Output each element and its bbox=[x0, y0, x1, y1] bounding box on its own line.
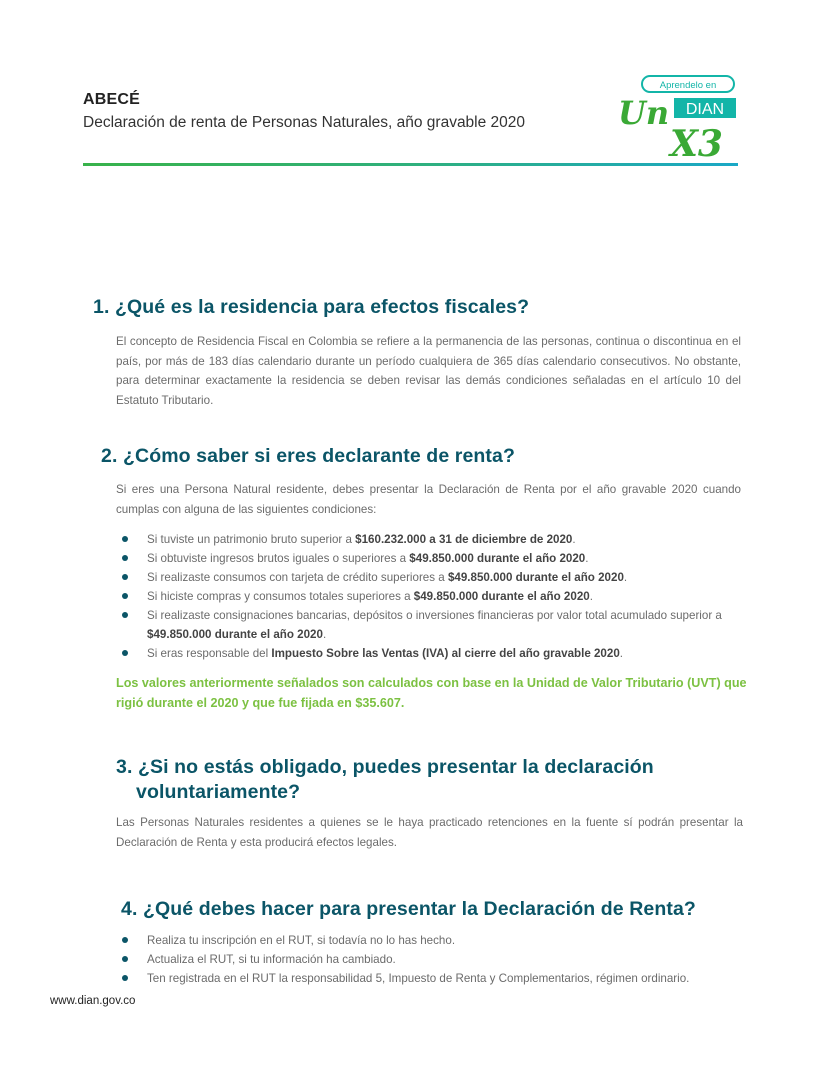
document-title: ABECÉ bbox=[83, 91, 141, 108]
list-item bbox=[122, 587, 742, 606]
bullet-icon bbox=[122, 536, 128, 542]
bullet-icon bbox=[122, 574, 128, 580]
list-item-end: . bbox=[623, 571, 628, 584]
list-item-end: . bbox=[572, 533, 576, 546]
bullet-icon bbox=[122, 555, 128, 561]
bullet-icon bbox=[122, 956, 128, 962]
section-3-title-line1: ¿Si no estás obligado, puedes presentar la declaración bbox=[138, 756, 654, 778]
section-1-number: 1. bbox=[93, 296, 110, 318]
list-item-text: Si hiciste compras y consumos totales superiores a bbox=[147, 590, 414, 603]
section-2-number: 2. bbox=[101, 445, 118, 467]
list-item bbox=[122, 568, 742, 587]
section-3-number: 3. bbox=[116, 756, 133, 778]
logo-brand-text: DIAN bbox=[685, 101, 725, 118]
list-item bbox=[122, 969, 752, 988]
list-item-text: Ten registrada en el RUT la responsabilidad 5, Impuesto de Renta y Complementarios, régimen ordinario. bbox=[147, 972, 690, 985]
list-item-end: . bbox=[585, 552, 589, 565]
section-3-heading bbox=[116, 755, 654, 805]
section-3-body: Las Personas Naturales residentes a quienes se le haya practicado retenciones en la fuente sí podrán presentar la Declaración de Renta y esta producirá efectos legales. bbox=[116, 816, 743, 849]
footer-url[interactable]: www.dian.gov.co bbox=[50, 995, 136, 1007]
logo-multiplier-text: X3 bbox=[670, 123, 723, 162]
list-item-amount: $160.232.000 a 31 de diciembre de 2020 bbox=[355, 533, 573, 546]
list-item bbox=[122, 931, 752, 950]
section-2-title: ¿Cómo saber si eres declarante de renta? bbox=[123, 445, 515, 467]
section-4-title: ¿Qué debes hacer para presentar la Declaración de Renta? bbox=[143, 898, 696, 920]
bullet-icon bbox=[122, 593, 128, 599]
list-item-text: Si obtuviste ingresos brutos iguales o superiores a bbox=[147, 552, 410, 565]
list-item bbox=[122, 644, 742, 663]
list-item-amount: $49.850.000 durante el año 2020 bbox=[147, 628, 323, 641]
document-subtitle: Declaración de renta de Personas Naturales, año gravable 2020 bbox=[83, 114, 526, 131]
logo-un-text: Un bbox=[618, 94, 670, 132]
section-1-heading bbox=[93, 296, 529, 319]
uvt-note: Los valores anteriormente señalados son calculados con base en la Unidad de Valor Tributario (UVT) que rigió durante el 2020 y que fue fijada en $35.607. bbox=[116, 676, 747, 710]
bullet-icon bbox=[122, 937, 128, 943]
section-2-body: Si eres una Persona Natural residente, debes presentar la Declaración de Renta por el año gravable 2020 cuando cumplas con alguna de las siguientes condiciones: bbox=[116, 483, 741, 516]
list-item-text: Si realizaste consumos con tarjeta de crédito superiores a bbox=[147, 571, 448, 584]
bullet-icon bbox=[122, 650, 128, 656]
logo-badge-text: Aprendelo en bbox=[659, 80, 717, 91]
list-item-amount: $49.850.000 durante el año 2020 bbox=[409, 552, 586, 565]
list-item-text: Realiza tu inscripción en el RUT, si todavía no lo has hecho. bbox=[147, 934, 456, 947]
section-2-conditions-list bbox=[122, 530, 742, 663]
list-item-amount: $49.850.000 durante el año 2020 bbox=[413, 590, 590, 603]
list-item-text: Actualiza el RUT, si tu información ha cambiado. bbox=[147, 953, 396, 966]
list-item-end: . bbox=[322, 628, 327, 641]
list-item-amount: $49.850.000 durante el año 2020 bbox=[447, 571, 624, 584]
section-3-title-line2: voluntariamente? bbox=[136, 781, 301, 803]
list-item bbox=[122, 950, 752, 969]
section-4-heading bbox=[121, 898, 696, 921]
list-item-end: . bbox=[619, 647, 624, 660]
header-divider bbox=[83, 163, 738, 166]
section-4-steps-list bbox=[122, 931, 752, 988]
list-item bbox=[122, 606, 742, 644]
section-1-body: El concepto de Residencia Fiscal en Colombia se refiere a la permanencia de las personas, continua o discontinua en el país, por más de 183 días calendario durante un período cualquiera de 365 días calendario consecutivos. No obstante, para determinar exactamente la residencia se deben revisar las demás condiciones señaladas en el artículo 10 del Estatuto Tributario. bbox=[116, 335, 741, 407]
list-item-end: . bbox=[589, 590, 593, 603]
section-2-heading bbox=[101, 445, 515, 468]
section-4-number: 4. bbox=[121, 898, 138, 920]
list-item-text: Si realizaste consignaciones bancarias, depósitos o inversiones financieras por valor total acumulado superior a bbox=[147, 609, 722, 622]
list-item-amount: Impuesto Sobre las Ventas (IVA) al cierre del año gravable 2020 bbox=[271, 647, 620, 660]
list-item-text: Si eras responsable del bbox=[147, 647, 272, 660]
bullet-icon bbox=[122, 612, 128, 618]
section-1-title: ¿Qué es la residencia para efectos fiscales? bbox=[115, 296, 530, 318]
list-item bbox=[122, 530, 742, 549]
bullet-icon bbox=[122, 975, 128, 981]
dian-logo bbox=[612, 74, 740, 162]
list-item bbox=[122, 549, 742, 568]
list-item-text: Si tuviste un patrimonio bruto superior a bbox=[147, 533, 356, 546]
